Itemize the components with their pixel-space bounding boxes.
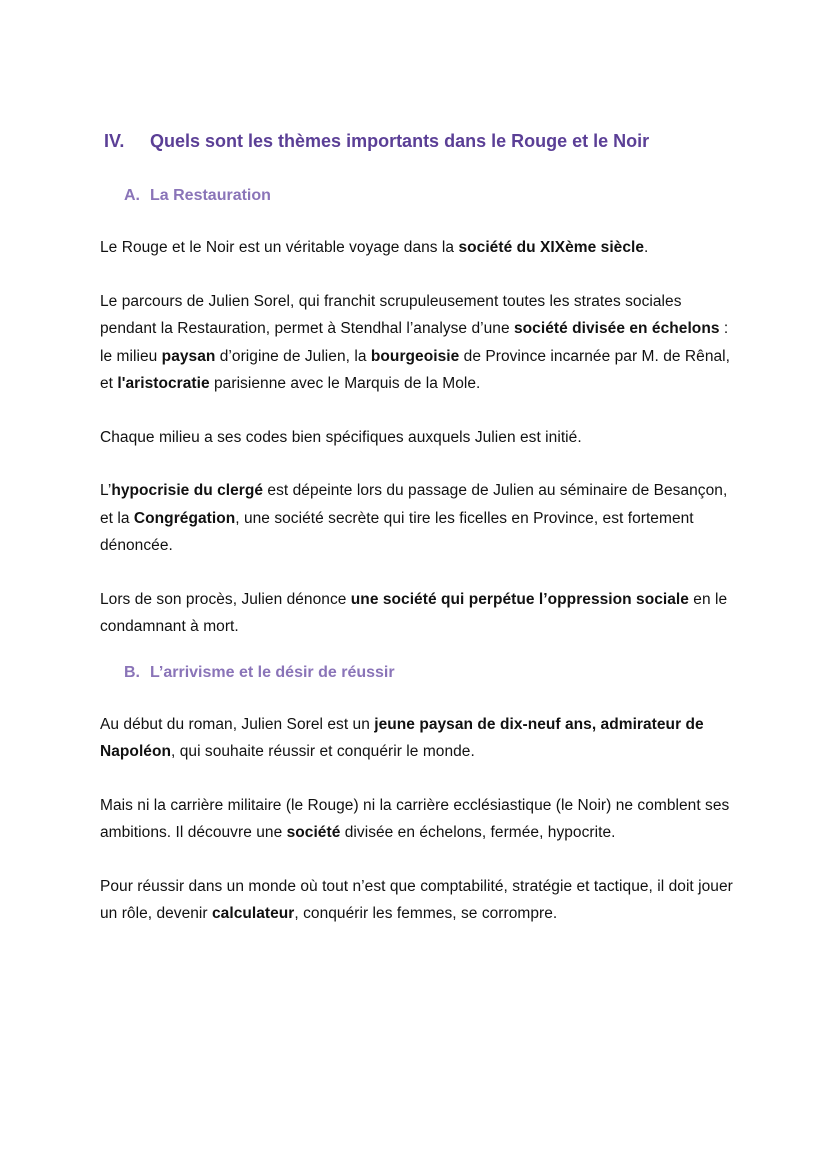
subsection-heading-b [124,661,738,685]
section-heading [104,128,738,154]
paragraph: Le parcours de Julien Sorel, qui franchit scrupuleusement toutes les strates sociales pendant la Restauration, permet à Stendhal l’analyse d’une société divisée en échelons : le milieu paysan d’origine de Julien, la bourgeoisie de Province incarnée par M. de Rênal, et l'aristocratie parisienne avec le Marquis de la Mole. [100,292,731,392]
subsection-letter: A. [124,187,140,204]
paragraph: L’hypocrisie du clergé est dépeinte lors du passage de Julien au séminaire de Besançon, et la Congrégation, une société secrète qui tire les ficelles en Province, est fortement dénoncée. [100,482,728,554]
subsection-heading-a [124,184,738,208]
subsection-title: La Restauration [150,187,271,204]
paragraph: Le Rouge et le Noir est un véritable voyage dans la société du XIXème siècle. [100,239,649,256]
paragraph: Chaque milieu a ses codes bien spécifiques auxquels Julien est initié. [100,428,582,446]
subsection-title: L’arrivisme et le désir de réussir [150,663,395,681]
section-number: IV. [104,131,125,151]
subsection-letter: B. [124,663,140,681]
paragraph: Pour réussir dans un monde où tout n’est que comptabilité, stratégie et tactique, il doit jouer un rôle, devenir calculateur, conquérir les femmes, se corrompre. [100,877,733,922]
paragraph: Au début du roman, Julien Sorel est un jeune paysan de dix-neuf ans, admirateur de Napoléon, qui souhaite réussir et conquérir le monde. [100,715,704,760]
paragraph: Lors de son procès, Julien dénonce une société qui perpétue l’oppression sociale en le condamnant à mort. [100,590,728,635]
section-title: Quels sont les thèmes importants dans le Rouge et le Noir [150,131,650,151]
paragraph: Mais ni la carrière militaire (le Rouge) ni la carrière ecclésiastique (le Noir) ne comblent ses ambitions. Il découvre une société divisée en échelons, fermée, hypocrite. [100,796,730,841]
